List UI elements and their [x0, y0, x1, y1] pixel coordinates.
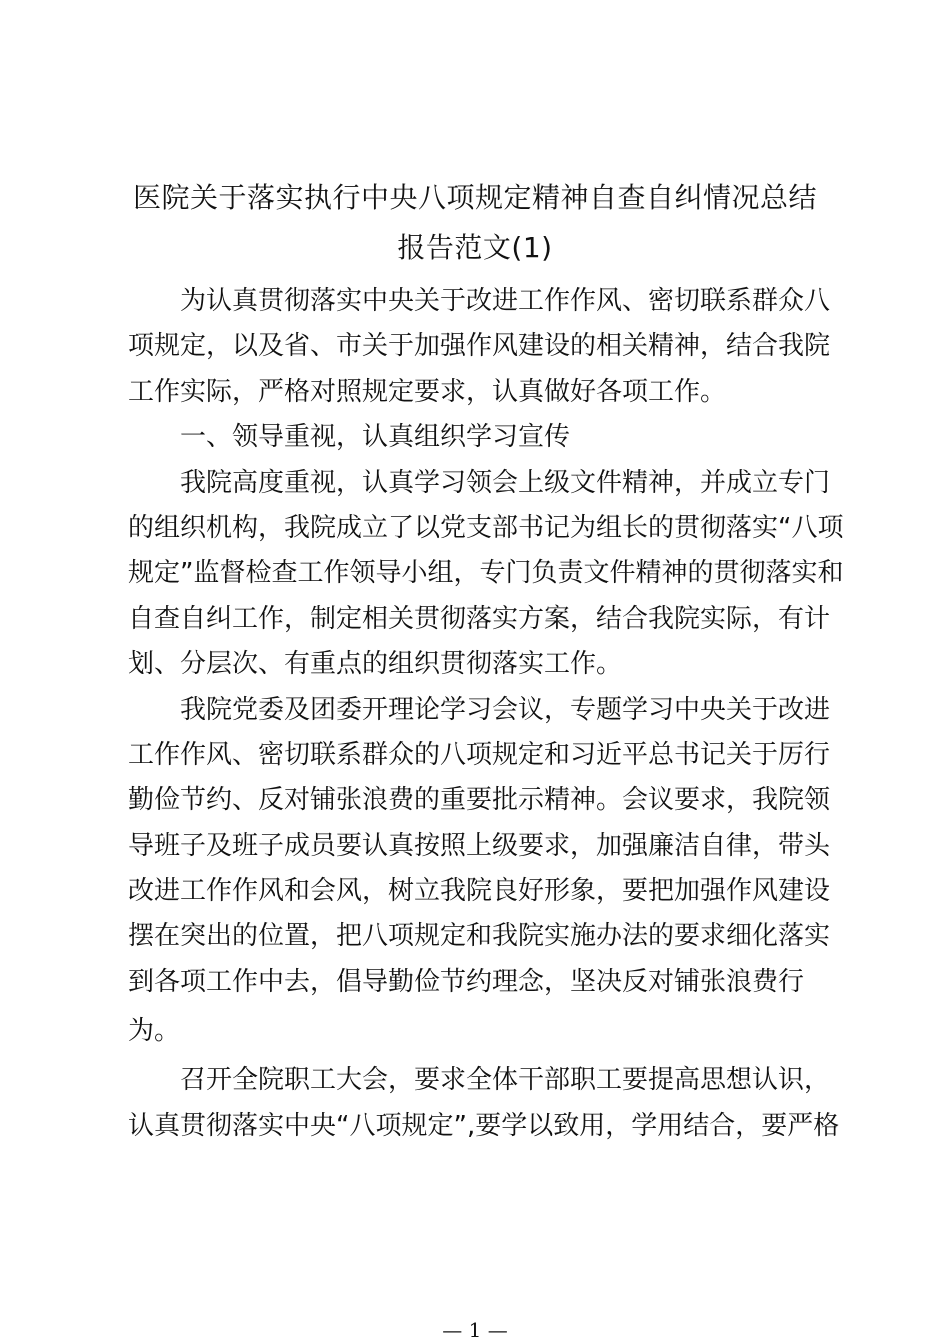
- text-line: 为认真贯彻落实中央关于改进工作作风、密切联系群众八: [180, 286, 831, 316]
- text-line: 工作作风、密切联系群众的八项规定和习近平总书记关于厉行: [128, 739, 831, 770]
- document-title-line-1: 医院关于落实执行中央八项规定精神自查自纠情况总结: [132, 181, 817, 214]
- text-line: 召开全院职工大会，要求全体干部职工要提高思想认识，: [180, 1065, 831, 1096]
- section-heading: 一、领导重视，认真组织学习宣传: [180, 422, 571, 453]
- text-line: 规定”监督检查工作领导小组，专门负责文件精神的贯彻落实和: [128, 558, 844, 589]
- text-line: 我院党委及团委开理论学习会议，专题学习中央关于改进: [180, 694, 831, 725]
- text-line: 勤俭节约、反对铺张浪费的重要批示精神。会议要求，我院领: [128, 785, 831, 816]
- text-line: 为。: [128, 1016, 181, 1047]
- text-line: 改进工作作风和会风，树立我院良好形象，要把加强作风建设: [128, 876, 831, 907]
- text-line: 导班子及班子成员要认真按照上级要求，加强廉洁自律，带头: [128, 830, 831, 861]
- text-line: 项规定，以及省、市关于加强作风建设的相关精神，结合我院: [128, 331, 831, 362]
- text-line: 工作实际，严格对照规定要求，认真做好各项工作。: [128, 376, 727, 407]
- text-line: 自查自纠工作，制定相关贯彻落实方案，结合我院实际，有计: [128, 603, 831, 634]
- page-number: — 1 —: [442, 1318, 508, 1342]
- text-line: 我院高度重视，认真学习领会上级文件精神，并成立专门: [180, 467, 831, 498]
- text-line: 到各项工作中去，倡导勤俭节约理念，坚决反对铺张浪费行: [128, 966, 805, 997]
- text-line: 摆在突出的位置，把八项规定和我院实施办法的要求细化落实: [128, 921, 831, 952]
- text-line: 的组织机构，我院成立了以党支部书记为组长的贯彻落实“八项: [128, 512, 844, 543]
- text-line: 认真贯彻落实中央“八项规定”,要学以致用，学用结合，要严格: [128, 1110, 840, 1141]
- text-line: 划、分层次、有重点的组织贯彻落实工作。: [128, 649, 623, 680]
- document-title-line-2: 报告范文(1): [397, 231, 553, 264]
- document-body: [128, 279, 844, 1149]
